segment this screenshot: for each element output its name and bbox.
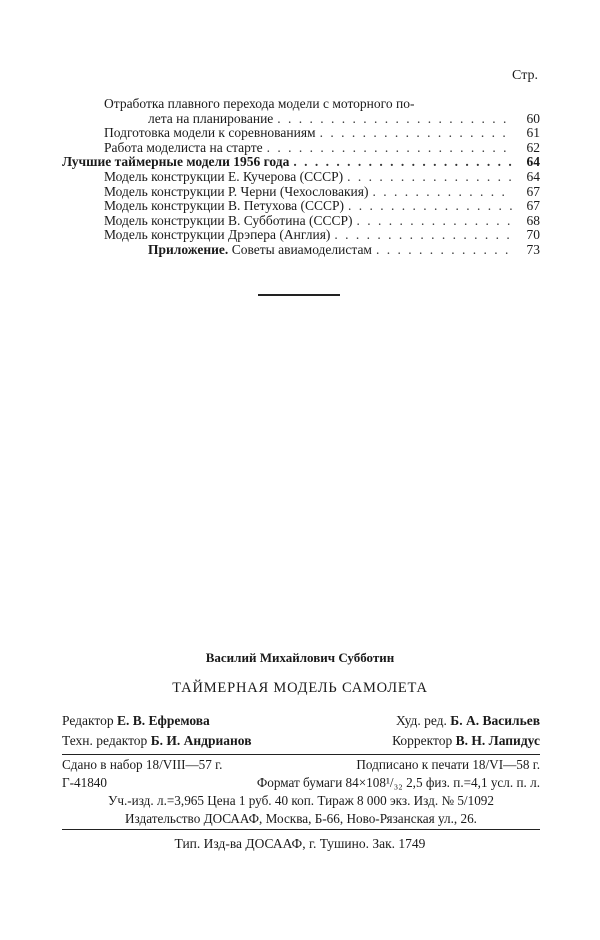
toc-leader xyxy=(368,185,512,200)
toc-entry-text: Модель конструкции Е. Кучерова (СССР) xyxy=(104,168,344,184)
imprint-line: Г-41840 Формат бумаги 84×108¹/₃₂ 2,5 физ. п.=4,1 усл. п. л. xyxy=(62,775,540,790)
toc-entry-text: Лучшие таймерные модели 1956 года xyxy=(62,154,290,170)
toc-leader xyxy=(316,126,512,141)
toc-leader xyxy=(273,112,512,127)
toc-entry-text: Модель конструкции Дрэпера (Англия) xyxy=(104,227,331,243)
toc-page-number: 70 xyxy=(526,227,540,243)
toc-entry xyxy=(62,112,540,127)
toc-entry-text xyxy=(148,243,372,258)
author-name: Василий Михайлович Субботин xyxy=(205,650,395,665)
imprint-line: Издательство ДОСААФ, Москва, Б-66, Ново-Рязанская ул., 26. xyxy=(125,811,477,826)
credits-row xyxy=(62,711,540,731)
imprint-bottom-rule xyxy=(62,829,540,830)
toc-entry xyxy=(62,214,540,229)
printer-info: Тип. Изд-ва ДОСААФ, г. Тушино. Зак. 1749 xyxy=(174,836,426,851)
credits-block xyxy=(62,711,540,751)
toc-page-number: 62 xyxy=(526,139,540,155)
toc-leader xyxy=(372,243,512,258)
toc-entry xyxy=(62,185,540,200)
toc-entry-text: Модель конструкции Р. Черни (Чехословакия) xyxy=(104,183,369,199)
imprint-block xyxy=(62,756,540,828)
toc-leader xyxy=(330,228,512,243)
proofreader-credit: Корректор В. Н. Лапидус xyxy=(392,733,540,748)
toc-entry-text: Работа моделиста на старте xyxy=(104,139,263,155)
toc-entry xyxy=(62,141,540,156)
toc-leader xyxy=(344,199,512,214)
tech-editor-credit: Техн. редактор Б. И. Андрианов xyxy=(62,733,252,748)
toc-entry xyxy=(62,228,540,243)
art-editor-credit: Худ. ред. Б. А. Васильев xyxy=(396,713,540,728)
toc-entry-text: Модель конструкции В. Субботина (СССР) xyxy=(104,212,353,228)
appendix-label: Приложение. xyxy=(148,241,229,257)
imprint-line: Сдано в набор 18/VIII—57 г. Подписано к печати 18/VI—58 г. xyxy=(62,757,540,772)
toc-page-number: 67 xyxy=(526,183,540,199)
toc-page-number: 60 xyxy=(526,110,540,126)
toc-entry xyxy=(62,243,540,258)
toc-leader xyxy=(353,214,512,229)
section-divider xyxy=(258,294,340,296)
toc-page-number: 68 xyxy=(526,212,540,228)
toc-leader xyxy=(263,141,512,156)
toc-page-number: 61 xyxy=(526,125,540,141)
credits-row xyxy=(62,731,540,751)
toc-entry xyxy=(62,199,540,214)
toc-entry-text: Модель конструкции В. Петухова (СССР) xyxy=(104,198,345,214)
book-title: ТАЙМЕРНАЯ МОДЕЛЬ САМОЛЕТА xyxy=(172,680,428,696)
appendix-title: Советы авиамоделистам xyxy=(228,241,372,257)
toc-entry-text: Подготовка модели к соревнованиям xyxy=(104,125,316,141)
toc-entry-text: Отработка плавного перехода модели с моторного по- xyxy=(104,96,415,111)
toc-leader xyxy=(343,170,512,185)
toc-entry-text: лета на планирование xyxy=(148,110,274,126)
toc-section-heading xyxy=(62,155,540,170)
imprint-line: Уч.-изд. л.=3,965 Цена 1 руб. 40 коп. Тираж 8 000 экз. Изд. № 5/1092 xyxy=(108,793,494,808)
page-column-header: Стр. xyxy=(512,68,538,83)
toc-entry xyxy=(62,97,540,112)
toc-leader xyxy=(289,155,512,170)
toc-entry xyxy=(62,170,540,185)
imprint-top-rule xyxy=(62,754,540,755)
editor-credit: Редактор Е. В. Ефремова xyxy=(62,713,210,728)
toc-entry xyxy=(62,126,540,141)
toc-page-number: 67 xyxy=(526,198,540,214)
toc-page-number: 73 xyxy=(526,241,540,257)
table-of-contents xyxy=(62,97,540,258)
toc-page-number: 64 xyxy=(526,168,540,184)
toc-page-number: 64 xyxy=(526,154,540,170)
